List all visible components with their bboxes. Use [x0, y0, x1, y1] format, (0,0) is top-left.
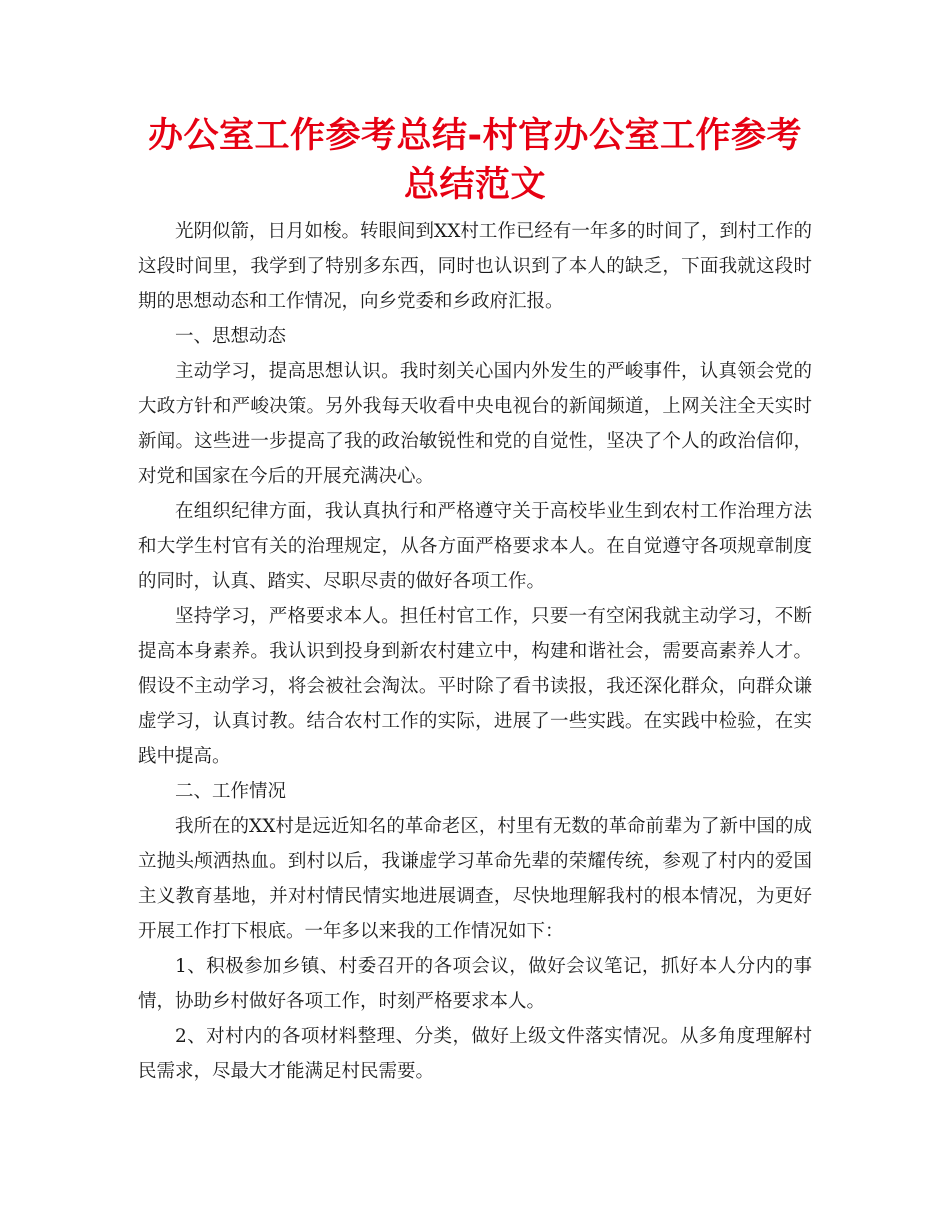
list-item-meetings: 1、积极参加乡镇、村委召开的各项会议，做好会议笔记，抓好本人分内的事情，协助乡村做好各项工作，时刻严格要求本人。 — [138, 956, 812, 1012]
paragraph-village: 我所在的XX村是远近知名的革命老区，村里有无数的革命前辈为了新中国的成立抛头颅洒热血。到村以后，我谦虚学习革命先辈的荣耀传统，参观了村内的爱国主义教育基地，并对村情民情实地进展调查，尽快地理解我村的根本情况，为更好开展工作打下根底。一年多以来我的工作情况如下： — [138, 816, 812, 942]
paragraph-discipline: 在组织纪律方面，我认真执行和严格遵守关于高校毕业生到农村工作治理方法和大学生村官有关的治理规定，从各方面严格要求本人。在自觉遵守各项规章制度的同时，认真、踏实、尽职尽责的做好各项工作。 — [138, 501, 812, 592]
section-heading-work: 二、工作情况 — [175, 781, 287, 802]
paragraph-study: 主动学习，提高思想认识。我时刻关心国内外发生的严峻事件，认真领会党的大政方针和严峻决策。另外我每天收看中央电视台的新闻频道，上网关注全天实时新闻。这些进一步提高了我的政治敏锐性和党的自觉性，坚决了个人的政治信仰，对党和国家在今后的开展充满决心。 — [138, 361, 812, 487]
list-item-materials: 2、对村内的各项材料整理、分类，做好上级文件落实情况。从多角度理解村民需求，尽最大才能满足村民需要。 — [138, 1026, 812, 1082]
document-title: 办公室工作参考总结-村官办公室工作参考总结范文 — [147, 116, 803, 205]
paragraph-intro: 光阴似箭，日月如梭。转眼间到XX村工作已经有一年多的时间了，到村工作的这段时间里，我学到了特别多东西，同时也认识到了本人的缺乏，下面我就这段时期的思想动态和工作情况，向乡党委和乡政府汇报。 — [138, 221, 812, 312]
document-page — [138, 112, 812, 1089]
document-body — [138, 214, 812, 1089]
paragraph-self-requirement: 坚持学习，严格要求本人。担任村官工作，只要一有空闲我就主动学习，不断提高本身素养。我认识到投身到新农村建立中，构建和谐社会，需要高素养人才。假设不主动学习，将会被社会淘汰。平时除了看书读报，我还深化群众，向群众谦虚学习，认真讨教。结合农村工作的实际，进展了一些实践。在实践中检验，在实践中提高。 — [138, 606, 812, 767]
section-heading-thought: 一、思想动态 — [175, 326, 287, 347]
